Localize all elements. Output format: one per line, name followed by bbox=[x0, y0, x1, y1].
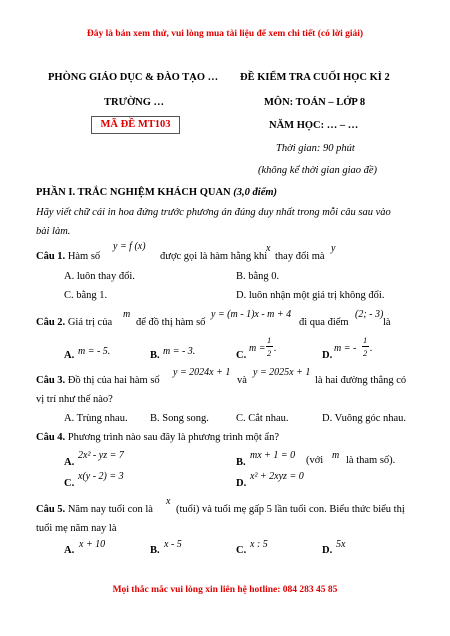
option-c[interactable]: C. Cắt nhau. bbox=[236, 413, 289, 424]
department-name: PHÒNG GIÁO DỤC & ĐÀO TẠO … bbox=[48, 72, 219, 83]
option-b[interactable]: B. Song song. bbox=[150, 413, 209, 424]
option-c-suffix: . bbox=[274, 343, 277, 354]
question-text: thay đổi mà bbox=[275, 251, 325, 262]
question-label: Câu 2. bbox=[36, 317, 66, 328]
option-b[interactable]: B. bằng 0. bbox=[236, 271, 280, 282]
question-text: Hàm số bbox=[67, 251, 101, 262]
question-text: và bbox=[237, 375, 247, 386]
question-text: Đồ thị của hai hàm số bbox=[67, 375, 160, 386]
math-var: m bbox=[123, 309, 131, 320]
option-b[interactable]: mx + 1 = 0 bbox=[250, 450, 296, 461]
question-2 bbox=[36, 317, 112, 328]
question-text: Giá trị của bbox=[67, 317, 113, 328]
question-text: (tuổi) và tuổi mẹ gấp 5 lần tuổi con. Biểu thức biểu thị bbox=[176, 504, 405, 515]
question-text: được gọi là hàm hằng khi bbox=[160, 251, 268, 262]
question-text: Năm nay tuổi con là bbox=[67, 504, 153, 515]
option-d[interactable]: x² + 2xyz = 0 bbox=[250, 471, 304, 482]
section-heading: PHẦN I. TRẮC NGHIỆM KHÁCH QUAN bbox=[36, 187, 231, 198]
section-points: (3,0 điểm) bbox=[233, 187, 278, 198]
option-d-label[interactable]: D. bbox=[322, 545, 333, 556]
option-d-numerator: 1 bbox=[363, 335, 368, 345]
option-a[interactable]: A. Trùng nhau. bbox=[64, 413, 128, 424]
question-text: đi qua điểm bbox=[299, 317, 349, 328]
math-var: x bbox=[266, 243, 271, 254]
option-c-label[interactable]: C. bbox=[64, 478, 75, 489]
option-a-label[interactable]: A. bbox=[64, 350, 75, 361]
math-function: y = 2024x + 1 bbox=[173, 367, 231, 378]
exam-time-note: (không kể thời gian giao đề) bbox=[258, 165, 378, 176]
option-b[interactable]: x - 5 bbox=[164, 539, 182, 550]
question-text: để đồ thị hàm số bbox=[136, 317, 206, 328]
question-text: là bbox=[383, 317, 391, 328]
instruction-line-1: Hãy viết chữ cái in hoa đứng trước phương án đúng duy nhất trong mỗi câu sau vào bbox=[36, 207, 391, 218]
option-b-note-end: là tham số). bbox=[346, 455, 396, 466]
option-b[interactable]: m = - 3. bbox=[163, 346, 196, 357]
hotline-banner: Mọi thắc mắc vui lòng xin liên hệ hotline: 084 283 45 85 bbox=[112, 585, 338, 595]
option-a[interactable]: x + 10 bbox=[79, 539, 106, 550]
option-c[interactable]: x(y - 2) = 3 bbox=[78, 471, 124, 482]
question-1 bbox=[36, 251, 100, 262]
option-c-numerator: 1 bbox=[267, 335, 272, 345]
option-d-label[interactable]: D. bbox=[322, 350, 333, 361]
math-var: m bbox=[332, 450, 340, 461]
option-a[interactable]: 2x² - yz = 7 bbox=[78, 450, 124, 461]
option-d-suffix: . bbox=[370, 343, 373, 354]
school-name: TRƯỜNG … bbox=[104, 97, 164, 108]
option-c[interactable]: C. bằng 1. bbox=[64, 290, 108, 301]
section-title bbox=[36, 187, 277, 198]
preview-banner: Đây là bản xem thử, vui lòng mua tài liệu để xem chi tiết (có lời giải) bbox=[86, 29, 364, 39]
option-c-label[interactable]: C. bbox=[236, 350, 247, 361]
subject-line: MÔN: TOÁN – LỚP 8 bbox=[264, 97, 366, 108]
school-year: NĂM HỌC: … – … bbox=[269, 120, 359, 131]
option-a[interactable]: A. luôn thay đổi. bbox=[64, 271, 135, 282]
question-text: là hai đường thẳng có bbox=[315, 375, 407, 386]
question-5 bbox=[36, 504, 153, 515]
option-d-label[interactable]: D. bbox=[236, 478, 247, 489]
question-text: Phương trình nào sau đây là phương trình một ẩn? bbox=[67, 432, 279, 443]
instruction-line-2: bài làm. bbox=[36, 226, 71, 237]
option-d-prefix[interactable]: m = - bbox=[334, 343, 357, 354]
fraction-bar bbox=[362, 346, 369, 347]
exam-title: ĐỀ KIỂM TRA CUỐI HỌC KÌ 2 bbox=[240, 72, 390, 83]
option-a-label[interactable]: A. bbox=[64, 457, 75, 468]
option-b-note: (với bbox=[306, 455, 324, 466]
option-d[interactable]: D. luôn nhận một giá trị không đổi. bbox=[236, 290, 385, 301]
exam-code-box: MÃ ĐỀ MT103 bbox=[91, 116, 180, 134]
question-4 bbox=[36, 432, 279, 443]
math-var: x bbox=[166, 496, 171, 507]
option-b-label[interactable]: B. bbox=[236, 457, 246, 468]
option-d[interactable]: D. Vuông góc nhau. bbox=[322, 413, 407, 424]
math-function: y = 2025x + 1 bbox=[253, 367, 311, 378]
question-label: Câu 3. bbox=[36, 375, 66, 386]
exam-time: Thời gian: 90 phút bbox=[276, 143, 355, 154]
question-label: Câu 1. bbox=[36, 251, 66, 262]
question-label: Câu 5. bbox=[36, 504, 66, 515]
option-b-label[interactable]: B. bbox=[150, 545, 160, 556]
option-c-label[interactable]: C. bbox=[236, 545, 247, 556]
option-c-denominator: 2 bbox=[267, 348, 272, 358]
math-function: y = f (x) bbox=[113, 241, 146, 252]
option-d[interactable]: 5x bbox=[336, 539, 346, 550]
option-a[interactable]: m = - 5. bbox=[78, 346, 111, 357]
math-function: y = (m - 1)x - m + 4 bbox=[211, 309, 292, 320]
option-d-denominator: 2 bbox=[363, 348, 368, 358]
question-label: Câu 4. bbox=[36, 432, 66, 443]
option-c-prefix[interactable]: m = bbox=[249, 343, 266, 354]
question-text: vị trí như thế nào? bbox=[36, 394, 113, 405]
fraction-bar bbox=[266, 346, 273, 347]
option-b-label[interactable]: B. bbox=[150, 350, 160, 361]
option-c[interactable]: x : 5 bbox=[250, 539, 268, 550]
question-text: tuổi mẹ năm nay là bbox=[36, 523, 117, 534]
math-point: (2; - 3) bbox=[355, 309, 384, 320]
question-3 bbox=[36, 375, 160, 386]
option-a-label[interactable]: A. bbox=[64, 545, 75, 556]
math-var: y bbox=[331, 243, 336, 254]
